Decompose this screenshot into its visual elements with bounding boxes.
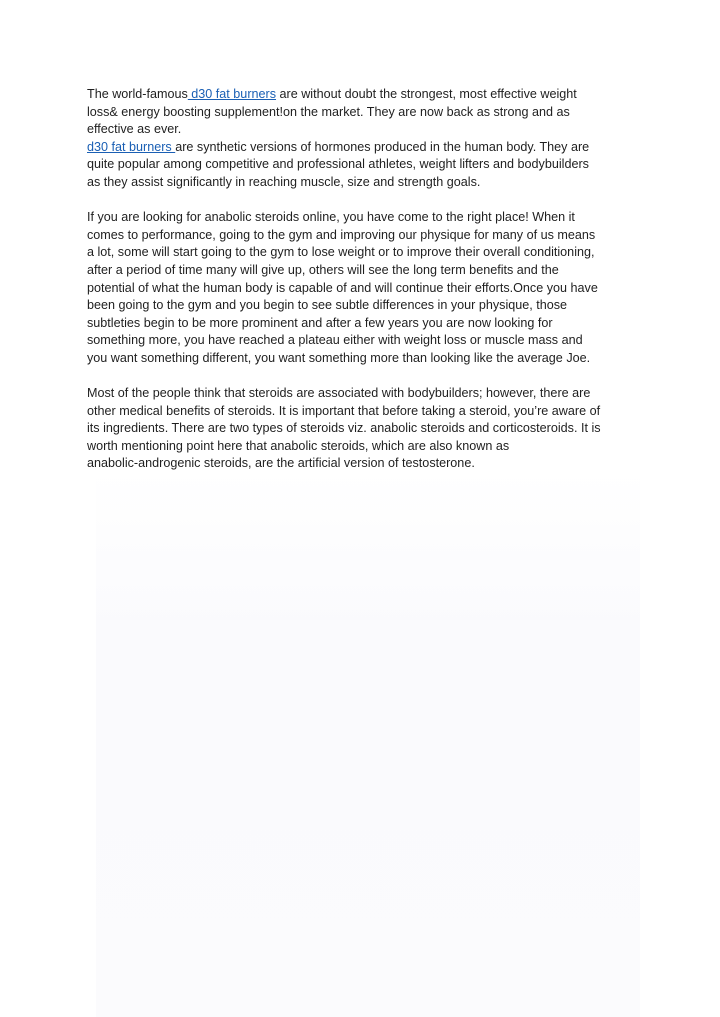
paragraph-3: If you are looking for anabolic steroids online, you have come to the right place! When it comes to performance, going to the gym and improving our physique for many of us means a lot, some will start going to the gym to lose weight or to improve their overall conditioning, after a period of time many will give up, others will see the long term benefits and the potential of what the human body is capable of and will continue their efforts.Once you have been going to the gym and you begin to see subtle differences in your physique, those subtleties begin to be more prominent and after a few years you are now looking for something more, you have reached a plateau either with weight loss or muscle mass and you want something different, you want something more than looking like the average Joe. [87,210,598,365]
document-body [87,86,647,473]
paragraph-1-text: are without doubt the strongest, most effective weight loss& energy boosting supplement!on the market. They are now back as strong and as effective as ever. [87,87,577,137]
paragraph-1-intro: The world-famous [87,87,188,101]
paragraph-1 [87,86,647,139]
paragraph-spacer [87,368,647,386]
d30-fat-burners-link-1[interactable]: d30 fat burners [187,87,277,101]
paragraph-2 [87,139,647,192]
paragraph-2-text: are synthetic versions of hormones produced in the human body. They are quite popular among competitive and professional athletes, weight lifters and bodybuilders as they assist significantly in reaching muscle, size and strength goals. [87,139,590,189]
paragraph-spacer [87,192,647,210]
page-shade [96,470,640,1017]
d30-fat-burners-link-2[interactable]: d30 fat burners [87,139,176,154]
paragraph-4: Most of the people think that steroids are associated with bodybuilders; however, there are other medical benefits of steroids. It is important that before taking a steroid, you’re aware of its ingredients. There are two types of steroids viz. anabolic steroids and corticosteroids. It is worth mentioning point here that anabolic steroids, which are also known as anabolic-androgenic steroids, are the artificial version of testosterone. [87,386,601,471]
